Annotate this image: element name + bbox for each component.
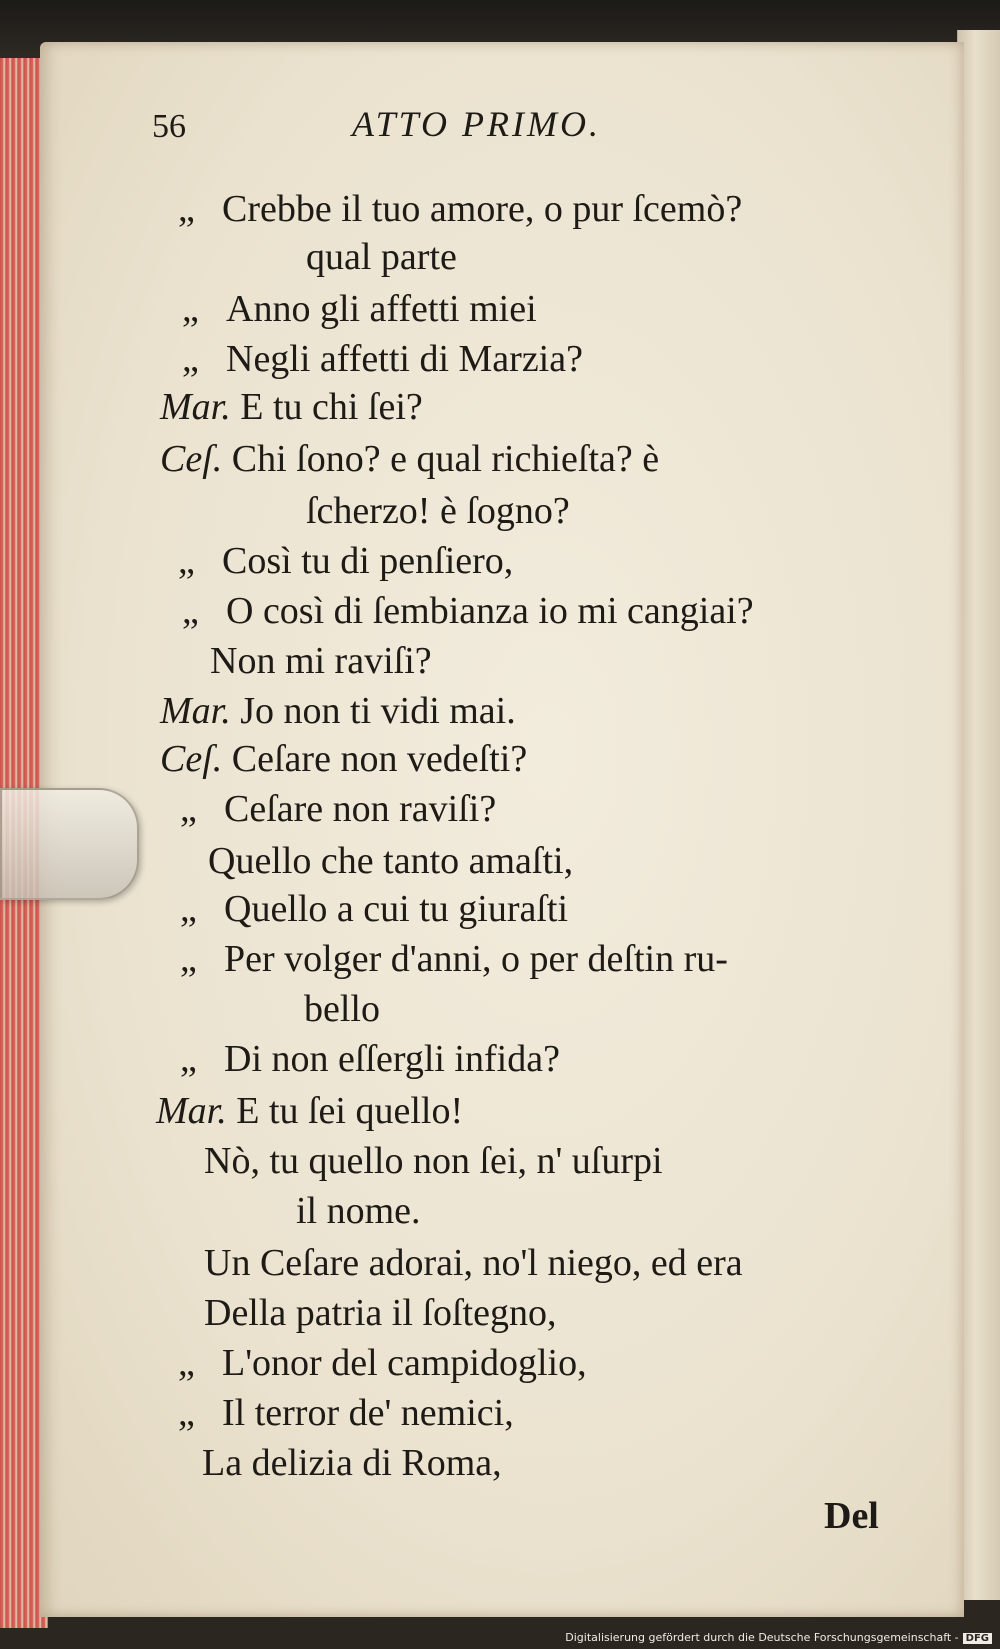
line-text: Non mi raviſi? [210,640,432,682]
line-text: il nome. [296,1190,421,1232]
line-text: Quello a cui tu giuraſti [224,888,569,930]
line-text: O così di ſembianza io mi cangiai? [226,590,754,632]
text-line [296,1192,421,1230]
line-text: L'onor del campidoglio, [222,1342,587,1384]
text-line [208,842,573,880]
quote-mark: „ [182,590,199,632]
text-line [180,890,568,928]
text-line [178,1394,514,1432]
text-line [178,190,742,228]
line-text: qual parte [306,236,457,278]
text-line [182,592,754,630]
line-text: Così tu di penſiero, [222,540,514,582]
text-line [202,1444,502,1482]
line-text: Un Ceſare adorai, no'l niego, ed era [204,1242,743,1284]
digitization-credit [565,1631,992,1644]
line-text: Anno gli affetti miei [226,288,537,330]
line-text: E tu ſei quello! [236,1090,464,1132]
text-line [180,1040,560,1078]
text-line [178,542,513,580]
quote-mark: „ [180,888,197,930]
text-line [204,1244,743,1282]
quote-mark: „ [178,1342,195,1384]
quote-mark: „ [178,188,195,230]
text-line [160,692,516,730]
text-line [180,940,728,978]
line-text: Crebbe il tuo amore, o pur ſcemò? [222,188,743,230]
page-number: 56 [152,108,186,145]
dfg-badge: DFG [963,1633,992,1644]
line-text: ſcherzo! è ſogno? [306,490,570,532]
line-text: Di non eſſergli infida? [224,1038,560,1080]
line-text: Per volger d'anni, o per deſtin ru- [224,938,728,980]
quote-mark: „ [178,1392,195,1434]
text-line [306,238,457,276]
line-text: bello [304,988,380,1030]
line-text: Della patria il ſoſtegno, [204,1292,557,1334]
page-clip [0,788,139,900]
credit-text: Digitalisierung gefördert durch die Deutsche Forschungsgemeinschaft - [565,1631,959,1644]
running-title: ATTO PRIMO. [352,104,601,144]
line-text: Ceſare non raviſi? [224,788,497,830]
speaker-label: Mar. [156,1090,237,1132]
text-line [210,642,432,680]
catchword: Del [824,1495,879,1537]
text-line [160,440,659,478]
speaker-label: Mar. [160,690,241,732]
text-line [306,492,570,530]
quote-mark: „ [180,788,197,830]
text-line [178,1344,587,1382]
line-text: Il terror de' nemici, [222,1392,514,1434]
text-line [204,1294,556,1332]
text-line [182,290,537,328]
line-text: Ceſare non vedeſti? [231,738,528,780]
quote-mark: „ [182,288,199,330]
quote-mark: „ [180,1038,197,1080]
line-text: Jo non ti vidi mai. [240,690,516,732]
text-line [204,1142,663,1180]
text-line [180,790,496,828]
text-line [182,340,583,378]
text-line [304,990,380,1028]
line-text: Negli affetti di Marzia? [226,338,583,380]
line-text: Nò, tu quello non ſei, n' uſurpi [204,1140,663,1182]
quote-mark: „ [182,338,199,380]
text-line [160,740,527,778]
speaker-label: Ceſ. [160,738,232,780]
speaker-label: Mar. [160,386,241,428]
speaker-label: Ceſ. [160,438,232,480]
text-line [156,1092,463,1130]
text-line [160,388,423,426]
line-text: E tu chi ſei? [240,386,423,428]
line-text: La delizia di Roma, [202,1442,502,1484]
quote-mark: „ [178,540,195,582]
quote-mark: „ [180,938,197,980]
line-text: Quello che tanto amaſti, [208,840,574,882]
line-text: Chi ſono? e qual richieſta? è [231,438,660,480]
